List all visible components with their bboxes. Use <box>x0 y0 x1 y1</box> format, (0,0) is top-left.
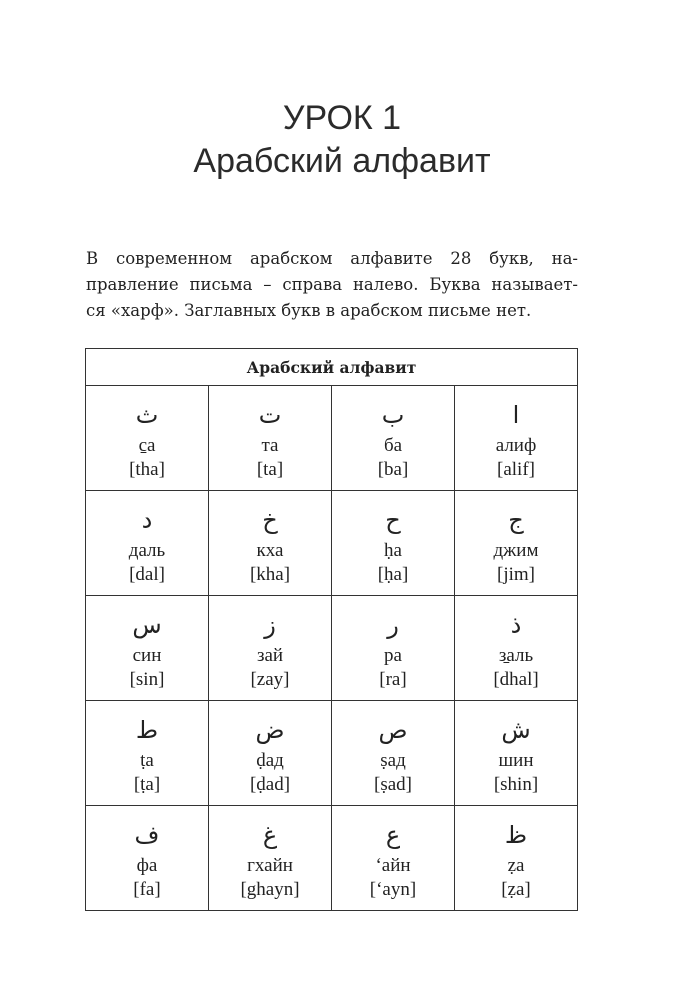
letter-cell-content <box>209 806 331 902</box>
letter-transliteration: [kha] <box>249 564 291 585</box>
table-row <box>86 386 578 491</box>
letter-transliteration: [dhal] <box>493 669 539 690</box>
alphabet-table-body <box>86 386 578 911</box>
table-row <box>86 806 578 911</box>
letter-name: ‘айн <box>375 855 411 876</box>
letter-cell-content <box>209 701 331 797</box>
letter-name: з̱аль <box>498 645 534 666</box>
letter-cell-content <box>455 701 577 797</box>
letter-transliteration: [ba] <box>377 459 409 480</box>
letter-name: алиф <box>495 435 537 456</box>
letter-transliteration: [ẓa] <box>501 879 531 900</box>
arabic-letter: ض <box>255 716 285 744</box>
letter-cell <box>455 386 578 491</box>
letter-cell <box>455 701 578 806</box>
letter-transliteration: [ghayn] <box>240 879 300 900</box>
letter-cell-content <box>332 491 454 587</box>
letter-cell-content <box>86 491 208 587</box>
letter-cell-content <box>455 596 577 692</box>
letter-name: та <box>261 435 279 456</box>
letter-transliteration: [sin] <box>129 669 165 690</box>
letter-name: ṣад <box>380 750 406 771</box>
arabic-letter: س <box>132 611 162 639</box>
letter-name: ẓa <box>507 855 525 876</box>
letter-cell <box>455 491 578 596</box>
letter-name: фа <box>136 855 158 876</box>
arabic-letter: د <box>141 506 153 534</box>
arabic-letter: ا <box>512 401 520 429</box>
arabic-letter: ص <box>378 716 408 744</box>
letter-cell <box>455 806 578 911</box>
letter-cell-content <box>86 701 208 797</box>
letter-cell-content <box>455 491 577 587</box>
letter-transliteration: [shin] <box>493 774 539 795</box>
letter-transliteration: [ḥa] <box>377 564 409 585</box>
letter-name: гхайн <box>247 855 293 876</box>
letter-transliteration: [ta] <box>256 459 284 480</box>
letter-cell-content <box>209 386 331 482</box>
arabic-letter: ح <box>385 506 401 534</box>
letter-cell <box>209 386 332 491</box>
letter-cell <box>332 701 455 806</box>
letter-cell-content <box>332 386 454 482</box>
letter-cell-content <box>209 596 331 692</box>
letter-cell-content <box>455 386 577 482</box>
letter-transliteration: [zay] <box>250 669 290 690</box>
letter-name: зай <box>256 645 284 666</box>
letter-cell-content <box>86 596 208 692</box>
arabic-letter: خ <box>262 506 278 534</box>
letter-transliteration: [jim] <box>497 564 535 585</box>
letter-transliteration: [dal] <box>129 564 165 585</box>
arabic-letter: ظ <box>504 821 528 849</box>
letter-cell <box>209 806 332 911</box>
letter-name: ба <box>383 435 403 456</box>
alphabet-table <box>85 348 578 911</box>
letter-cell <box>86 806 209 911</box>
letter-cell-content <box>86 806 208 902</box>
letter-transliteration: [ṭa] <box>133 774 161 795</box>
letter-cell <box>86 386 209 491</box>
arabic-letter: ث <box>135 401 159 429</box>
arabic-letter: ت <box>258 401 282 429</box>
letter-cell <box>332 806 455 911</box>
arabic-letter: ف <box>134 821 160 849</box>
letter-name: джим <box>493 540 539 561</box>
letter-name: ра <box>384 645 402 666</box>
letter-transliteration: [‘ayn] <box>369 879 417 900</box>
letter-transliteration: [tha] <box>129 459 165 480</box>
table-row <box>86 596 578 701</box>
intro-line: В современном арабском алфавите 28 букв, на- <box>86 249 578 268</box>
letter-cell <box>86 596 209 701</box>
letter-cell <box>332 491 455 596</box>
letter-cell-content <box>332 596 454 692</box>
letter-name: ḍад <box>256 750 284 771</box>
letter-cell <box>209 491 332 596</box>
letter-transliteration: [ḍad] <box>249 774 291 795</box>
table-row <box>86 491 578 596</box>
letter-cell-content <box>332 806 454 902</box>
letter-cell <box>332 386 455 491</box>
letter-cell-content <box>455 806 577 902</box>
letter-cell <box>86 491 209 596</box>
letter-name: c̱a <box>138 435 156 456</box>
arabic-letter: غ <box>262 821 278 849</box>
letter-name: ḥa <box>384 540 402 561</box>
letter-name: ṭa <box>140 750 154 771</box>
letter-transliteration: [ṣad] <box>374 774 412 795</box>
table-row <box>86 701 578 806</box>
letter-name: шин <box>498 750 534 771</box>
intro-line: ся «харф». Заглавных букв в арабском письме нет. <box>86 301 532 320</box>
arabic-letter: ذ <box>510 611 522 639</box>
arabic-letter: ر <box>387 611 399 639</box>
letter-cell-content <box>86 386 208 482</box>
page-title: УРОК 1 <box>282 99 402 137</box>
letter-cell-content <box>332 701 454 797</box>
arabic-letter: ع <box>385 821 401 849</box>
letter-cell <box>86 701 209 806</box>
letter-name: даль <box>128 540 166 561</box>
arabic-letter: ط <box>135 716 159 744</box>
letter-cell <box>332 596 455 701</box>
letter-cell <box>209 701 332 806</box>
letter-transliteration: [alif] <box>497 459 535 480</box>
letter-cell <box>209 596 332 701</box>
intro-paragraph <box>86 246 578 324</box>
table-header: Арабский алфавит <box>86 349 578 386</box>
arabic-letter: ش <box>501 716 531 744</box>
intro-line: правление письма – справа налево. Буква называет- <box>86 275 578 294</box>
arabic-letter: ز <box>264 611 276 639</box>
page-subtitle: Арабский алфавит <box>193 142 491 180</box>
table-header-row <box>86 349 578 386</box>
letter-name: син <box>132 645 162 666</box>
letter-cell-content <box>209 491 331 587</box>
arabic-letter: ب <box>381 401 405 429</box>
letter-transliteration: [fa] <box>133 879 161 900</box>
letter-transliteration: [ra] <box>379 669 407 690</box>
arabic-letter: ج <box>508 506 524 534</box>
letter-cell <box>455 596 578 701</box>
letter-name: кха <box>256 540 284 561</box>
